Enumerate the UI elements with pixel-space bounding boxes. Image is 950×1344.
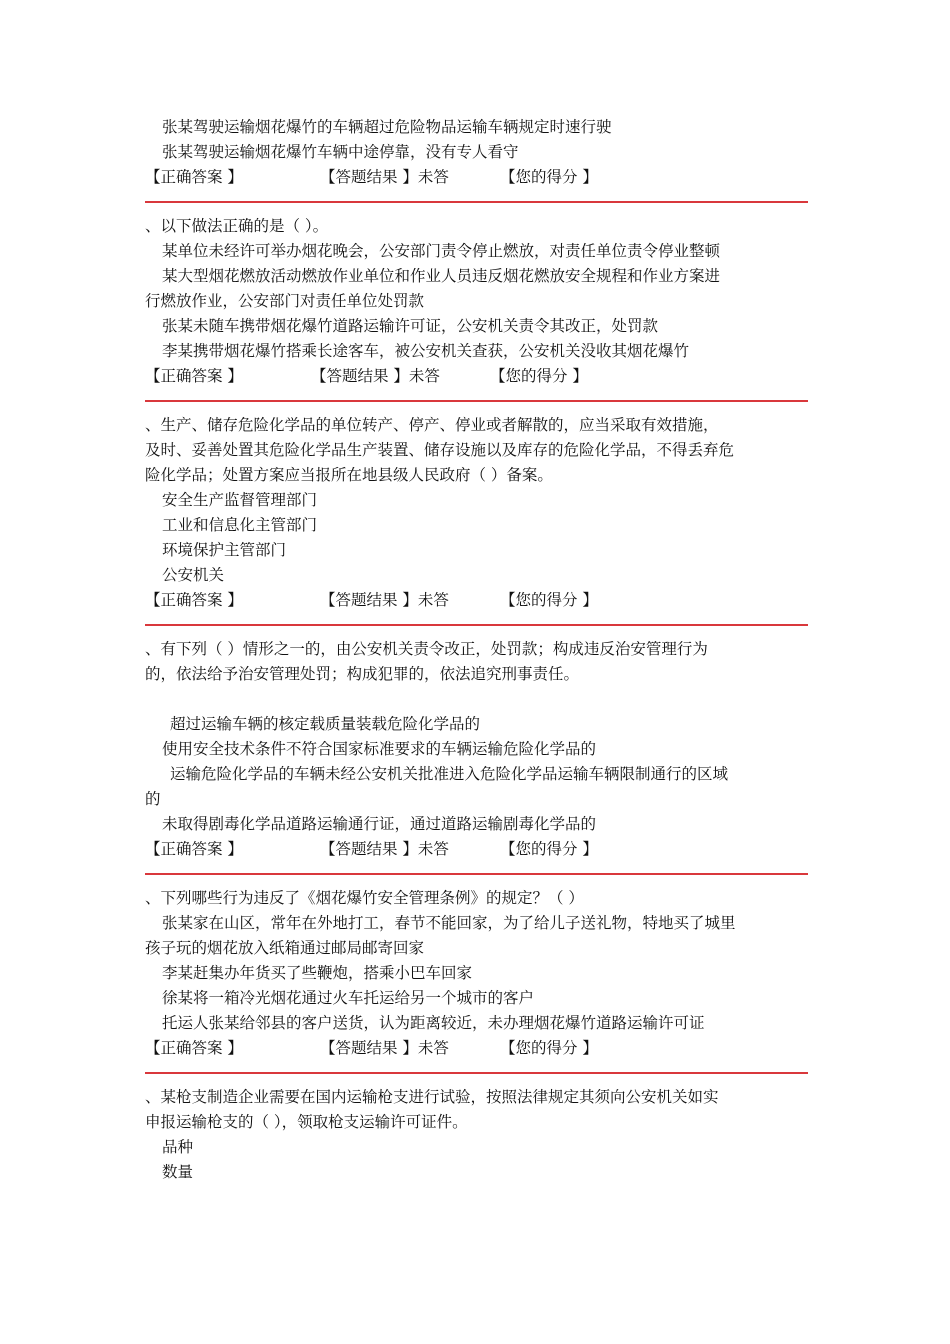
correct-answer-label: 【正确答案 】 bbox=[145, 840, 243, 858]
your-score-label: 【您的得分 】 bbox=[500, 591, 598, 609]
option-line: 某大型烟花燃放活动燃放作业单位和作业人员违反烟花燃放安全规程和作业方案进 bbox=[162, 267, 721, 285]
section-divider bbox=[145, 624, 808, 626]
option-line: 公安机关 bbox=[162, 566, 225, 584]
option-line: 的 bbox=[145, 790, 161, 808]
section-divider bbox=[145, 1072, 808, 1074]
question-stem: 及时、妥善处置其危险化学品生产装置、储存设施以及库存的危险化学品，不得丢弃危 bbox=[145, 441, 735, 459]
option-line: 数量 bbox=[162, 1163, 194, 1181]
question-stem: 、以下做法正确的是（ ）。 bbox=[145, 217, 329, 235]
answer-result-label: 【答题结果 】未答 bbox=[311, 367, 440, 385]
option-line: 工业和信息化主管部门 bbox=[162, 516, 318, 534]
option-line: 李某赶集办年货买了些鞭炮，搭乘小巴车回家 bbox=[162, 964, 473, 982]
section-divider bbox=[145, 201, 808, 203]
answer-footer bbox=[145, 165, 810, 190]
answer-result-label: 【答题结果 】未答 bbox=[320, 591, 449, 609]
correct-answer-label: 【正确答案 】 bbox=[145, 367, 243, 385]
option-line: 托运人张某给邻县的客户送货，认为距离较近，未办理烟花爆竹道路运输许可证 bbox=[162, 1014, 705, 1032]
section-divider bbox=[145, 400, 808, 402]
answer-footer bbox=[145, 1036, 810, 1061]
question-stem: 、有下列（ ）情形之一的，由公安机关责令改正，处罚款；构成违反治安管理行为 bbox=[145, 640, 708, 658]
option-line: 徐某将一箱冷光烟花通过火车托运给另一个城市的客户 bbox=[162, 989, 535, 1007]
option-line: 超过运输车辆的核定载质量装载危险化学品的 bbox=[170, 715, 481, 733]
section-divider bbox=[145, 873, 808, 875]
option-line: 未取得剧毒化学品道路运输通行证，通过道路运输剧毒化学品的 bbox=[162, 815, 597, 833]
your-score-label: 【您的得分 】 bbox=[490, 367, 588, 385]
answer-footer bbox=[145, 837, 810, 862]
question-stem: 申报运输枪支的（ ），领取枪支运输许可证件。 bbox=[145, 1113, 468, 1131]
option-line: 某单位未经许可举办烟花晚会，公安部门责令停止燃放，对责任单位责令停业整顿 bbox=[162, 242, 721, 260]
option-line: 张某未随车携带烟花爆竹道路运输许可证，公安机关责令其改正，处罚款 bbox=[162, 317, 659, 335]
question-stem: 险化学品；处置方案应当报所在地县级人民政府（ ）备案。 bbox=[145, 466, 553, 484]
correct-answer-label: 【正确答案 】 bbox=[145, 591, 243, 609]
option-line: 孩子玩的烟花放入纸箱通过邮局邮寄回家 bbox=[145, 939, 425, 957]
answer-result-label: 【答题结果 】未答 bbox=[320, 840, 449, 858]
option-line: 品种 bbox=[162, 1138, 194, 1156]
option-line: 运输危险化学品的车辆未经公安机关批准进入危险化学品运输车辆限制通行的区域 bbox=[170, 765, 729, 783]
answer-footer bbox=[145, 588, 810, 613]
question-stem: 、某枪支制造企业需要在国内运输枪支进行试验，按照法律规定其须向公安机关如实 bbox=[145, 1088, 719, 1106]
option-line: 安全生产监督管理部门 bbox=[162, 491, 318, 509]
answer-result-label: 【答题结果 】未答 bbox=[320, 1039, 449, 1057]
option-line: 张某驾驶运输烟花爆竹车辆中途停靠，没有专人看守 bbox=[162, 143, 519, 161]
answer-footer bbox=[145, 364, 810, 389]
your-score-label: 【您的得分 】 bbox=[500, 1039, 598, 1057]
option-line: 行燃放作业，公安部门对责任单位处罚款 bbox=[145, 292, 425, 310]
option-line: 使用安全技术条件不符合国家标准要求的车辆运输危险化学品的 bbox=[162, 740, 597, 758]
option-line: 张某驾驶运输烟花爆竹的车辆超过危险物品运输车辆规定时速行驶 bbox=[162, 118, 612, 136]
answer-result-label: 【答题结果 】未答 bbox=[320, 168, 449, 186]
question-stem: 的，依法给予治安管理处罚；构成犯罪的，依法追究刑事责任。 bbox=[145, 665, 580, 683]
option-line: 张某家在山区，常年在外地打工，春节不能回家，为了给儿子送礼物，特地买了城里 bbox=[162, 914, 736, 932]
option-line: 李某携带烟花爆竹搭乘长途客车，被公安机关查获，公安机关没收其烟花爆竹 bbox=[162, 342, 690, 360]
correct-answer-label: 【正确答案 】 bbox=[145, 1039, 243, 1057]
question-stem: 、生产、储存危险化学品的单位转产、停产、停业或者解散的，应当采取有效措施， bbox=[145, 416, 719, 434]
your-score-label: 【您的得分 】 bbox=[500, 840, 598, 858]
correct-answer-label: 【正确答案 】 bbox=[145, 168, 243, 186]
question-stem: 、下列哪些行为违反了《烟花爆竹安全管理条例》的规定？（ ） bbox=[145, 889, 584, 907]
your-score-label: 【您的得分 】 bbox=[500, 168, 598, 186]
option-line: 环境保护主管部门 bbox=[162, 541, 287, 559]
